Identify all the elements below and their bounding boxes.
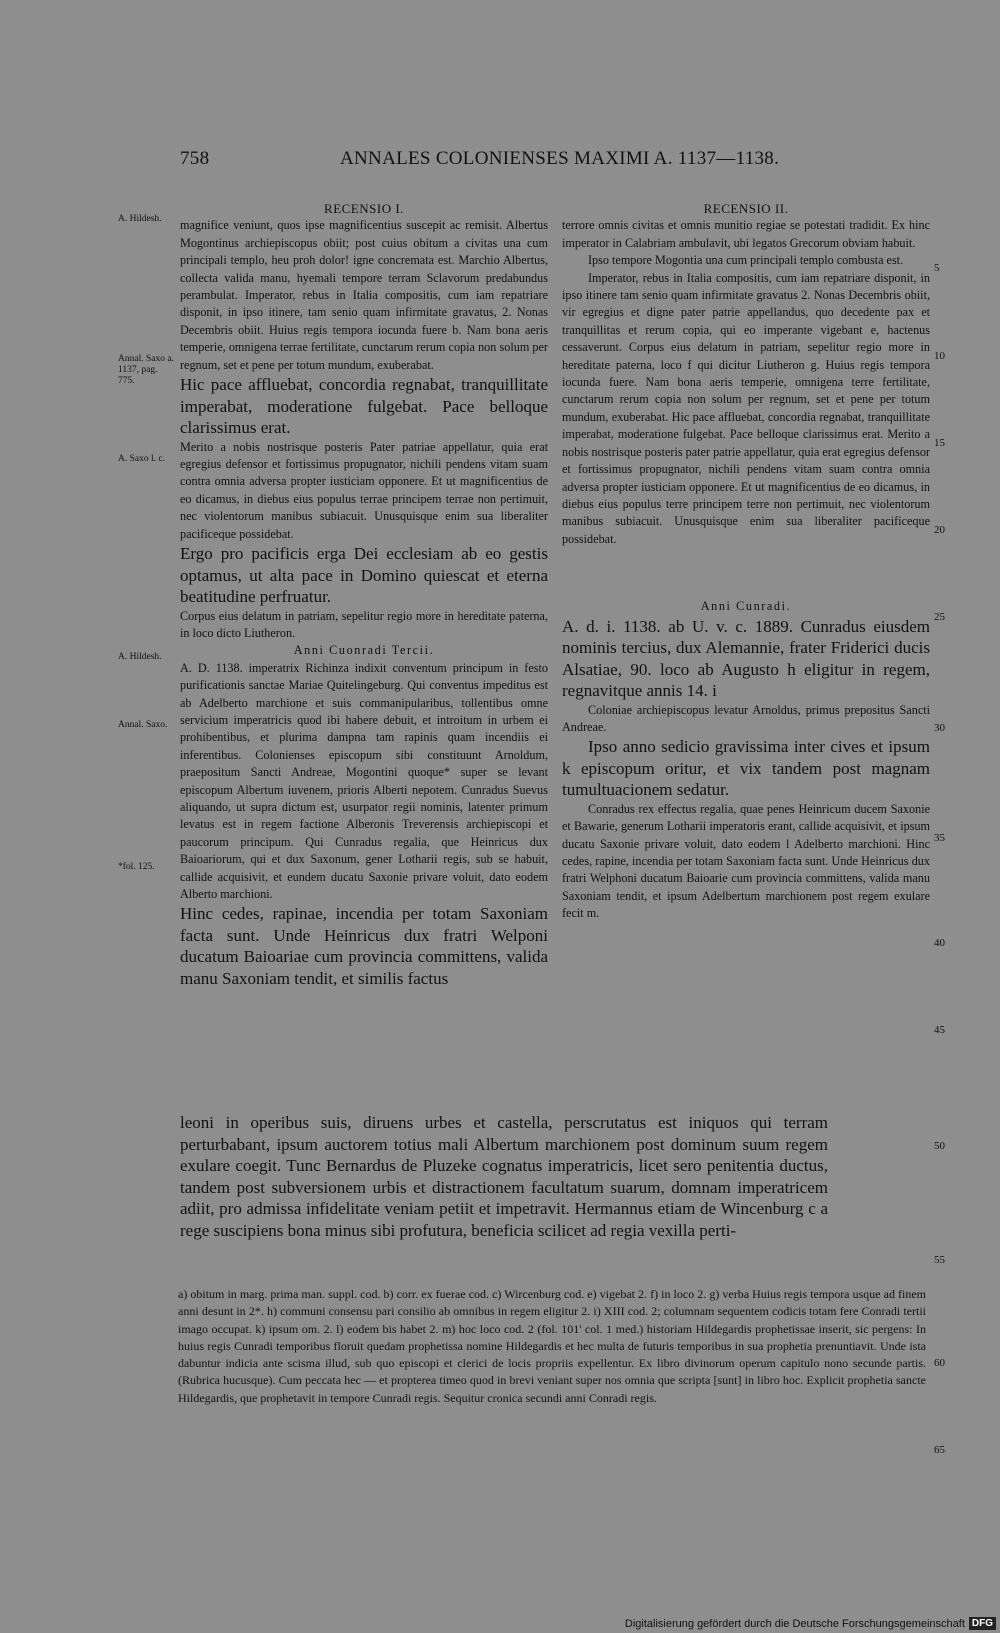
paragraph: terrore omnis civitas et omnis munitio regiae se potestati tradidit. Ex hinc imperator in Calabriam ambulavit, ubi legatos Grecorum obviam habuit. — [562, 218, 930, 250]
margin-note: *fol. 125. — [118, 862, 155, 872]
margin-note: A. Saxo l. c. — [118, 454, 165, 464]
paragraph: Imperator, rebus in Italia compositis, cum iam repatriare disponit, in ipso itinere tam senio quam infirmitate gravatus 2. Nonas Decembris obiit, vir egregius et digne pater patrie appellandus, quo decedente pax et tranquillitas et rerum copia, qui eo imperante vigebant e, hactenus cessaverunt. Corpus eius delatum in patriam, sepelitur regio more in hereditate paterna, loco f qui dicitur Liutheron g. Huius regis tempora iocunda fuere. Nam bona aeris temperie, omnigena terre fertilitate, cunctarum rerum copia non solum per regnum, set et pene per totum mundum, exuberabat. Hic pace affluebat, concordia regnabat, tranquillitate imperabat, moderatione fulgebat. Pace belloque clarissimus erat. Merito a nobis nostrisque posteris pater patrie appellatur, quia erat egregius defensor et fortissimus propugnator, nichili pendens vitam suam contra omnia adversa propter iusticiam opponere. Et ut magnificentius de eo dicamus, in diebus eius populus terre principem terre non pertimuit, nec violentorum manibus subiacuit. Unusquisque enim sua liberaliter pacificeque possidebat. — [562, 270, 930, 546]
line-number: 65 — [934, 1444, 945, 1456]
line-number: 25 — [934, 611, 945, 623]
paragraph-large: Hinc cedes, rapinae, incendia per totam Saxoniam facta sunt. Unde Heinricus dux fratri Welponi ducatum Baioariae cum provincia committens, valida manu Saxoniam tendit, et similis factus — [180, 904, 548, 988]
margin-note: A. Hildesh. — [118, 214, 162, 224]
paragraph-large: A. d. i. 1138. ab U. v. c. 1889. Cunradus eiusdem nominis tercius, dux Alemannie, frater Friderici ducis Alsatiae, 90. loco ab Augusto h eligitur in regem, regnavitque annis 14. i — [562, 616, 930, 701]
line-number: 40 — [934, 937, 945, 949]
column-heading: RECENSIO II. — [703, 201, 789, 216]
margin-note: A. Hildesh. — [118, 652, 162, 662]
full-width-text: leoni in operibus suis, diruens urbes et castella, perscrutatus est iniquos qui terram perturbabant, ipsum auctorem totius mali Albertum marchionem post dominum suum regem exulare coegit. Tunc Bernardus de Pluzeke cognatus imperatricis, licet sero penitentia ductus, tandem post subversionem urbis et distractionem facultatum suarum, domnam imperatricem adiit, pro admissa infidelitate veniam petiit et impetravit. Hermannus etiam de Wincenburg c a rege suscipiens bona minus sibi profutura, beneficia scilicet ad regia vexilla perti- — [180, 1113, 828, 1240]
paragraph: Corpus eius delatum in patriam, sepelitur regio more in hereditate paterna, in loco dicto Liutheron. — [180, 608, 548, 640]
column-heading: RECENSIO I. — [324, 201, 404, 216]
paragraph-large: Ergo pro pacificis erga Dei ecclesiam ab eo gestis optamus, ut alta pace in Domino quiescat et eterna beatitudine perfruatur. — [180, 544, 548, 606]
line-number: 10 — [934, 350, 945, 362]
paragraph: Coloniae archiepiscopus levatur Arnoldus, primus prepositus Sancti Andreae. — [562, 702, 930, 734]
line-number: 20 — [934, 524, 945, 536]
paragraph: Ipso tempore Mogontia una cum principali templo combusta est. — [588, 253, 904, 268]
paragraph: A. D. 1138. imperatrix Richinza indixit conventum principum in festo purificationis sanctae Mariae Quitelingeburg. Qui conventus impeditus est ab Adelberto marchione et suis commanipularibus, tollentibus omne servicium imperatricis quod ibi habere debuit, et introitum in urbem ei prohibentibus, et plurima dampna tam rapinis quam incendiis ei inferentibus. Colonienses episcopum sibi constituunt Arnoldum, praepositum Sancti Andreae, Mogontini quoque* super se levant episcopum Albertum iuvenem, prioris Alberti nepotem. Cunradus Suevus aliquando, ut supra dictum est, usurpator regii nominis, latenter primum levatus est in regem factione Alberonis Treverensis archiepiscopi et paucorum principum. Qui Cunradus regalia, que Heinricus dux Baioariorum, qui et dux Saxonum, gener Lotharii regis, sub se habuit, callide acquisivit, et eundem ducatu Saxonie privare voluit, dato eodem Alberto marchioni. — [180, 660, 548, 901]
line-number: 50 — [934, 1140, 945, 1152]
paragraph: magnifice veniunt, quos ipse magnificentius suscepit ac remisit. Albertus Mogontinus archiepiscopus obiit; post cuius obitum a civitas una cum principali templo, heu proh dolor! igne concremata est. Marchio Albertus, collecta valida manu, hyemali tempore terram Sclavorum predabundus perambulat. Imperator, rebus in Italia compositis, cum iam repatriare disponit, in ipso itinere, tam senio quam infirmitate gravatus, 2. Nonas Decembris obiit. Huius regis tempora iocunda fuere b. Nam bona aeris temperie, omnigena terrae fertilitate, cunctarum rerum copia non solum per regnum, set et pene per totum mundum, exuberabat. — [180, 218, 548, 372]
line-number: 35 — [934, 832, 945, 844]
running-title: ANNALES COLONIENSES MAXIMI A. 1137—1138. — [340, 148, 780, 169]
line-number: 60 — [934, 1357, 945, 1369]
column-recensio-2 — [562, 200, 930, 923]
line-number: 5 — [934, 262, 940, 274]
section-heading: Anni Cuonradi Tercii. — [293, 643, 435, 658]
margin-note: Annal. Saxo a. 1137, pag. 775. — [118, 354, 174, 386]
dfg-logo: DFG — [969, 1617, 996, 1630]
page-number: 758 — [180, 148, 210, 169]
line-number: 30 — [934, 722, 945, 734]
footer-text: Digitalisierung gefördert durch die Deutsche Forschungsgemeinschaft — [624, 1617, 965, 1630]
footer-credit — [625, 1617, 1000, 1633]
paragraph-large: Ipso anno sedicio gravissima inter cives et ipsum k episcopum oritur, et vix tandem post magnam tumultuacionem sedatur. — [562, 737, 930, 800]
paragraph: Conradus rex effectus regalia, quae penes Heinricum ducem Saxonie et Bawarie, generum Lotharii imperatoris erant, callide acquisivit, et ipsum ducatu Saxonie privare voluit, dato eodem l Adelberto marchioni. Hinc cedes, rapine, incendia per totam Saxoniam facta sunt. Unde Heinricus dux fratri Welphoni ducatum Baioarie cum provincia committens, valida manu Saxoniam tendit, et ipsum Adelbertum marchionem post regem exulare fecit m. — [562, 801, 930, 921]
line-number: 15 — [934, 437, 945, 449]
margin-note: Annal. Saxo. — [118, 720, 168, 730]
section-heading: Anni Cunradi. — [700, 599, 792, 614]
paragraph-large: Hic pace affluebat, concordia regnabat, tranquillitate imperabat, moderatione fulgebat. Pace belloque clarissimus erat. — [180, 375, 548, 438]
line-number: 45 — [934, 1024, 945, 1036]
column-recensio-1 — [180, 200, 548, 989]
paragraph: Merito a nobis nostrisque posteris Pater patriae appellatur, quia erat egregius defensor et fortissimus propugnator, nichili pendens vitam suam contra omnia adversa propter iusticiam opponere. Et ut magnificentius de eo dicamus, in diebus eius populus terrae principem terrae non pertimuit, nec violentorum manibus subiacuit. Unusquisque enim sua liberaliter pacificeque possidebat. — [180, 439, 548, 541]
line-number: 55 — [934, 1254, 945, 1266]
footnotes: a) obitum in marg. prima man. suppl. cod. b) corr. ex fuerae cod. c) Wircenburg cod. e) vigebat 2. f) in loco 2. g) verba Huius regis tempora usque ad finem anni desunt in 2*. h) communi consensu pari consilio ab omnibus in regem eligitur 2. i) XIII cod. 2; columnam sequentem codicis totam fere Conradi tertii imago occupat. k) ipsum om. 2. l) eodem bis habet 2. m) hoc loco cod. 2 (fol. 101' col. 1 med.) historiam Hildegardis prophetissae inserit, sic pergens: In huius regis Cunradi temporibus floruit quedam prophetissa nomine Hildegardis et hec multa de futuris temporibus in sua prophetia prenuntiavit. Unde ista dabuntur indicia ante scisma illud, sub quo episcopi et clerici de locis propriis expellentur. Ex libro divinorum operum capitulo nono secunde partis. (Rubrica hucusque). Cum peccata hec — et propterea timeo quod in brevi veniant super nos omnia que scripta [sunt] in libro hoc. Explicit prophetia sancte Hildegardis, que prophetavit in tempore Cunradi regis. Sequitur cronica secundi anni Conradi regis. — [178, 1287, 926, 1405]
